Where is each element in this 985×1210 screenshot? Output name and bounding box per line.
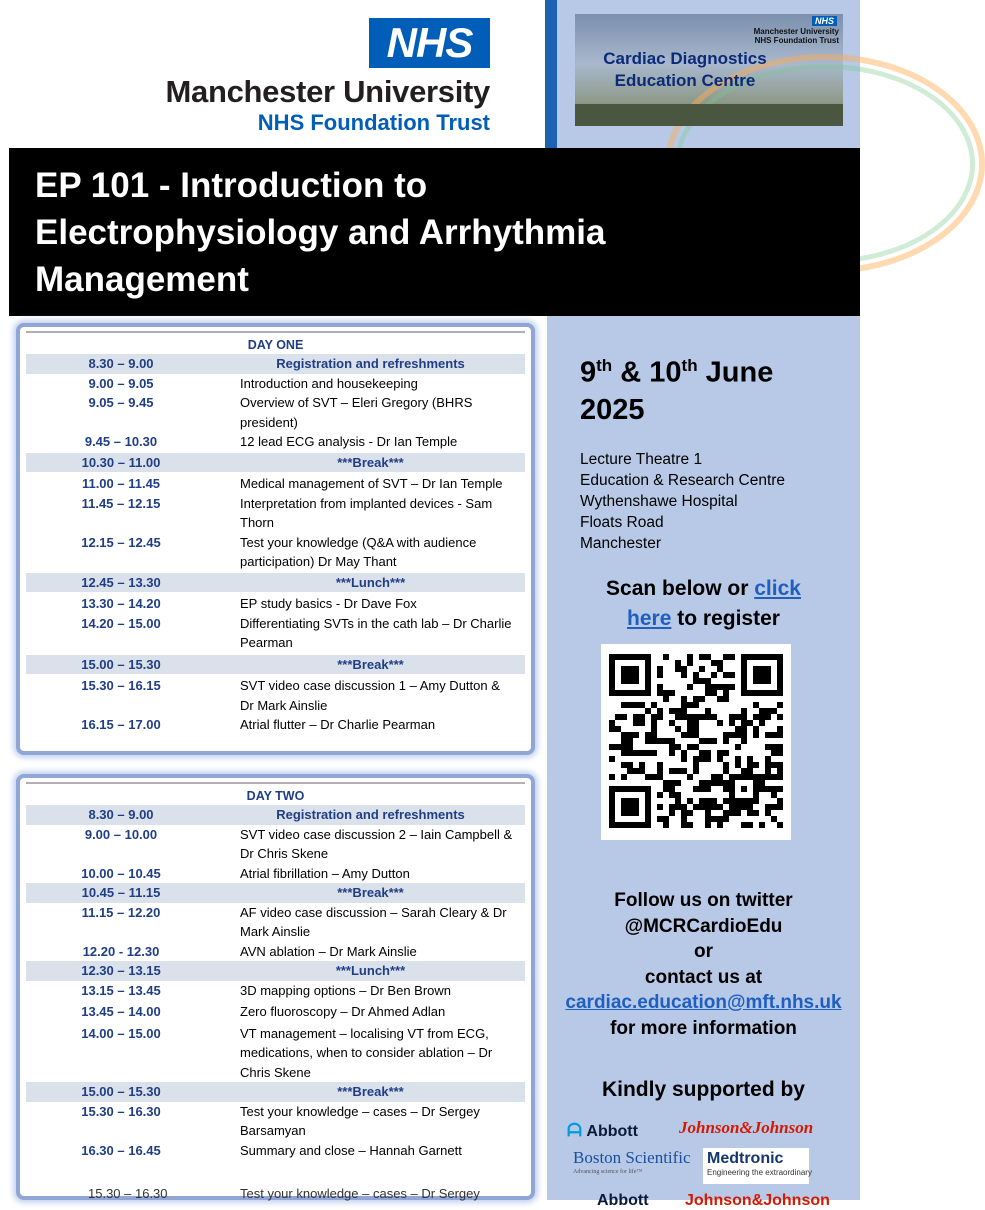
day-two-row [26,1141,525,1161]
day-one-row [26,533,525,572]
session-time: 9.00 – 10.00 [84,826,158,842]
day-two-row [26,825,525,864]
nhs-logo: NHS [369,18,490,68]
session-title: 3D mapping options – Dr Ben Brown [240,982,452,998]
session-time: 11.00 – 11.45 [81,476,161,491]
session-time: 9.45 – 10.30 [84,434,158,449]
session-time: 16.30 – 16.45 [81,1142,161,1158]
session-title: Differentiating SVTs in the cath lab – Dr Charlie Pearman [240,615,512,650]
registration-qr-code[interactable] [601,644,791,840]
session-time: 8.30 – 9.00 [88,356,154,371]
abbott-logo: ᗩ Abbott [567,1120,638,1140]
day-two-row [26,961,525,981]
course-title: EP 101 - Introduction to Electrophysiology and Arrhythmia Management [35,166,606,299]
session-title: Test your knowledge – cases – Dr Sergey Barsamyan [240,1103,480,1138]
day-two-heading: DAY TWO [26,782,525,805]
session-time: 13.45 – 14.00 [81,1004,161,1019]
day-one-row [26,614,525,653]
session-time: 15.30 – 16.30 [81,1103,161,1119]
session-title: Atrial flutter – Dr Charlie Pearman [240,717,436,732]
org-name: Manchester University [165,74,490,109]
session-break: ***Break*** [337,454,404,470]
session-time: 8.30 – 9.00 [88,807,154,822]
contact-block: Follow us on twitter @MCRCardioEdu or contact us at cardiac.education@mft.nhs.uk for more information [547,888,860,1041]
session-title: AVN ablation – Dr Mark Ainslie [240,943,417,959]
sponsors-heading: Kindly supported by [601,1078,805,1101]
session-time: 10.30 – 11.00 [81,454,161,470]
session-break: ***Break*** [337,656,404,672]
day-one-row [26,374,525,394]
centre-logo-panel [557,0,860,148]
session-title: Introduction and housekeeping [240,375,418,391]
session-title: 12 lead ECG analysis - Dr Ian Temple [240,434,458,449]
session-break: Registration and refreshments [276,356,465,371]
day-two-row [26,1024,525,1083]
medtronic-logo: Medtronic Engineering the extraordinary [703,1148,809,1184]
day-two-row [26,942,525,962]
session-time: 12.15 – 12.45 [81,534,161,550]
centre-org-name: Manchester University NHS Foundation Trust [753,27,839,45]
session-title: VT management – localising VT from ECG, medications, when to consider ablation – Dr Chris Skene [240,1025,493,1080]
session-time: 11.45 – 12.15 [81,495,161,511]
session-title: Overview of SVT – Eleri Gregory (BHRS president) [240,395,473,430]
centre-banner-image [575,14,843,126]
johnson-johnson-logo: Johnson&Johnson [679,1118,814,1137]
contact-email-link[interactable]: cardiac.education@mft.nhs.uk [565,992,842,1013]
day-one-row [26,676,525,715]
day-two-row [26,805,525,825]
day-one-row [26,432,525,452]
day-one-row [26,354,525,374]
session-title: Medical management of SVT – Dr Ian Temple [240,476,503,491]
session-title: Zero fluoroscopy – Dr Ahmed Adlan [240,1004,446,1019]
venue-address: Lecture Theatre 1 Education & Research Centre Wythenshawe Hospital Floats Road Manchester [580,451,786,552]
day-two-row [26,1082,525,1102]
day-one-rows [20,354,531,735]
sponsor-logos [567,1116,857,1209]
course-title-bar [9,148,860,316]
session-time: 12.20 - 12.30 [82,943,160,959]
day-two-rows [20,805,531,1160]
day-two-row [26,1102,525,1141]
event-dates: 9th & 10th June [580,356,774,389]
centre-title: Cardiac Diagnostics Education Centre [603,49,767,90]
day-two-row [26,981,525,1001]
event-info-panel [547,316,860,1209]
cut-off-row: 15.30 – 16.30 Test your knowledge – cases – Dr Sergey [88,1186,480,1201]
day-one-row [26,494,525,533]
session-title: Summary and close – Hannah Garnett [240,1142,462,1158]
day-two-row [26,1002,525,1022]
day-one-row [26,715,525,735]
session-time: 11.15 – 12.20 [81,904,161,920]
session-time: 13.30 – 14.20 [81,596,161,611]
session-title: SVT video case discussion 2 – Iain Campbell & Dr Chris Skene [240,826,513,861]
day-one-row [26,474,525,494]
header-divider [545,0,557,148]
day-one-row [26,453,525,473]
session-break: ***Break*** [337,1084,404,1099]
session-time: 15.00 – 15.30 [81,656,161,672]
session-time: 16.15 – 17.00 [81,717,161,732]
day-one-row [26,655,525,675]
session-time: 13.15 – 13.45 [81,982,161,998]
day-one-row [26,573,525,593]
qr-code-graphic [609,654,783,828]
centre-nhs-logo: NHS [812,16,837,26]
building-silhouette [575,104,843,126]
day-two-row [26,903,525,942]
session-time: 15.00 – 15.30 [81,1084,161,1099]
session-title: Atrial fibrillation – Amy Dutton [240,865,410,881]
abbott-logo-repeat: Abbott [597,1192,649,1209]
session-break: ***Lunch*** [335,574,406,590]
twitter-handle[interactable]: @MCRCardioEdu [624,915,783,937]
register-link[interactable]: click [754,577,801,600]
day-two-row [26,883,525,903]
session-time: 14.20 – 15.00 [81,615,161,631]
session-title: AF video case discussion – Sarah Cleary & Dr Mark Ainslie [240,904,507,939]
session-time: 14.00 – 15.00 [81,1025,161,1041]
session-title: SVT video case discussion 1 – Amy Dutton & Dr Mark Ainslie [240,678,500,713]
session-time: 10.00 – 10.45 [81,865,161,881]
session-time: 12.45 – 13.30 [81,574,161,590]
day-two-row [26,864,525,884]
session-time: 12.30 – 13.15 [81,963,161,978]
register-link-here[interactable]: here [627,607,672,630]
day-two-schedule [16,774,535,1200]
event-year: 2025 [580,394,645,426]
session-time: 15.30 – 16.15 [81,678,161,693]
session-break: ***Break*** [337,885,404,900]
session-time: 9.00 – 9.05 [88,375,154,391]
day-one-schedule [16,323,535,755]
register-prompt: Scan below or click here to register [606,577,801,630]
session-title: EP study basics - Dr Dave Fox [240,596,417,611]
header-logo-area [0,0,545,148]
johnson-johnson-logo-repeat: Johnson&Johnson [685,1192,830,1209]
session-time: 9.05 – 9.45 [88,395,154,410]
boston-scientific-logo: Boston Scientific Advancing science for life™ [573,1148,691,1175]
session-time: 10.45 – 11.15 [81,885,161,900]
session-break: Registration and refreshments [276,807,465,822]
session-break: ***Lunch*** [335,963,406,978]
org-subtitle: NHS Foundation Trust [257,110,490,135]
session-title: Interpretation from implanted devices - Sam Thorn [240,495,493,530]
day-one-row [26,393,525,432]
session-title: Test your knowledge (Q&A with audience participation) Dr May Thant [240,534,477,569]
day-one-row [26,594,525,614]
day-one-heading: DAY ONE [26,331,525,354]
